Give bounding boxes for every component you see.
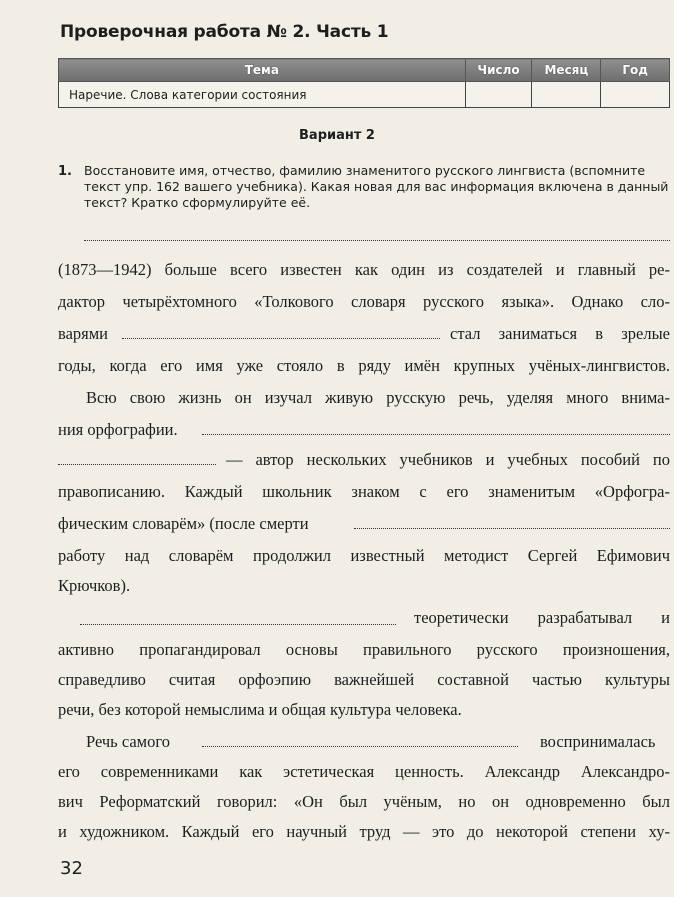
answer-gap-5[interactable] (80, 624, 396, 625)
answer-gap-4[interactable] (354, 528, 670, 529)
topic-cell: Наречие. Слова категории состояния (59, 82, 466, 108)
header-month: Месяц (532, 59, 601, 82)
text-line-3-start: варями (58, 324, 109, 343)
answer-gap-6[interactable] (202, 746, 518, 747)
header-topic: Тема (59, 59, 466, 82)
task-instruction: Восстановите имя, отчество, фамилию знаменитого русского лингвиста (вспомните текст упр. 162 вашего учебника). Какая новая для вас информация включена в данный текст? Кратко сформулируйте её. (84, 163, 669, 210)
text-line-17: его современниками как эстетическая ценность. Александр Александро- (58, 762, 670, 781)
text-line-13: активно пропагандировал основы правильного русского произношения, (58, 640, 670, 659)
answer-gap-3[interactable] (58, 464, 216, 465)
text-line-12: теоретически разрабатывал и (414, 608, 670, 627)
text-line-16-start: Речь самого (86, 732, 170, 751)
page-number: 32 (60, 858, 83, 879)
text-line-7: — автор нескольких учебников и учебных пособий по (226, 450, 670, 469)
text-line-11: Крючков). (58, 576, 131, 595)
answer-line-name[interactable] (84, 240, 670, 241)
text-line-8: правописанию. Каждый школьник знаком с его знаменитым «Орфогра- (58, 482, 670, 501)
text-line-4: годы, когда его имя уже стояло в ряду имён крупных учёных-лингвистов. (58, 356, 670, 375)
year-cell[interactable] (601, 82, 670, 108)
text-line-5: Всю свою жизнь он изучал живую русскую речь, уделяя много внима- (86, 388, 670, 407)
text-line-2: дактор четырёхтомного «Толкового словаря русского языка». Однако сло- (58, 292, 670, 311)
text-line-15: речи, без которой немыслима и общая культура человека. (58, 700, 462, 719)
text-line-9: фическим словарём» (после смерти (58, 514, 309, 533)
text-line-18: вич Реформатский говорил: «Он был учёным, но он одновременно был (58, 792, 670, 811)
variant-heading: Вариант 2 (299, 128, 375, 143)
task-number: 1. (58, 164, 72, 179)
month-cell[interactable] (532, 82, 601, 108)
text-line-14: справедливо считая орфоэпию важнейшей составной частью культуры (58, 670, 670, 689)
text-line-19: и художником. Каждый его научный труд — это до некоторой степени ху- (58, 822, 670, 841)
text-line-3-end: стал заниматься в зрелые (450, 324, 670, 343)
worksheet-title: Проверочная работа № 2. Часть 1 (60, 22, 389, 42)
answer-gap-1[interactable] (122, 338, 440, 339)
header-table (58, 58, 670, 108)
day-cell[interactable] (465, 82, 532, 108)
text-line-1: (1873—1942) больше всего известен как один из создателей и главный ре- (58, 260, 670, 279)
text-line-10: работу над словарём продолжил известный методист Сергей Ефимович (58, 546, 670, 565)
text-line-16-end: воспринималась (540, 732, 656, 751)
header-day: Число (465, 59, 532, 82)
answer-gap-2[interactable] (202, 434, 670, 435)
text-line-6: ния орфографии. (58, 420, 178, 439)
header-year: Год (601, 59, 670, 82)
